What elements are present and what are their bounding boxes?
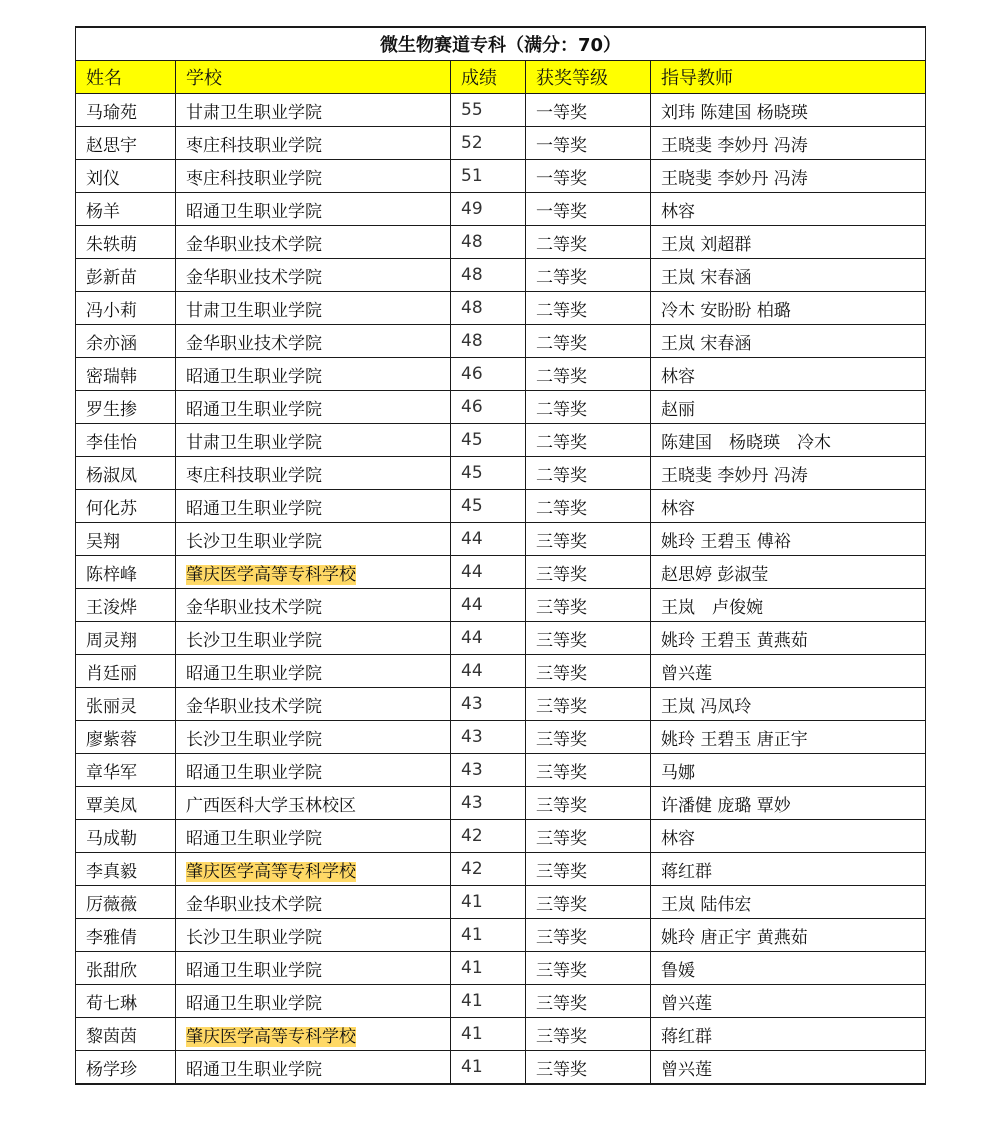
school-cell: 长沙卫生职业学院 (176, 919, 451, 952)
score-cell: 44 (451, 556, 526, 589)
score-cell: 44 (451, 655, 526, 688)
title-row (76, 27, 926, 61)
table-row (76, 721, 926, 754)
results-table (75, 26, 926, 1085)
school-cell: 甘肃卫生职业学院 (176, 94, 451, 127)
table-row (76, 688, 926, 721)
student-name-cell: 杨学珍 (76, 1051, 176, 1085)
award-cell: 三等奖 (526, 952, 651, 985)
header-score: 成绩 (451, 61, 526, 94)
award-cell: 三等奖 (526, 721, 651, 754)
school-cell: 昭通卫生职业学院 (176, 193, 451, 226)
score-cell: 43 (451, 787, 526, 820)
teachers-cell: 曾兴莲 (651, 655, 926, 688)
table-row (76, 259, 926, 292)
score-cell: 41 (451, 985, 526, 1018)
school-highlight: 肇庆医学高等专科学校 (186, 1026, 356, 1047)
teachers-cell: 林容 (651, 358, 926, 391)
score-cell: 42 (451, 820, 526, 853)
score-cell: 44 (451, 622, 526, 655)
student-name-cell: 肖廷丽 (76, 655, 176, 688)
table-row (76, 325, 926, 358)
table-row (76, 919, 926, 952)
table-row (76, 160, 926, 193)
score-cell: 45 (451, 424, 526, 457)
header-school: 学校 (176, 61, 451, 94)
student-name-cell: 廖紫蓉 (76, 721, 176, 754)
award-cell: 三等奖 (526, 754, 651, 787)
student-name-cell: 王浚烨 (76, 589, 176, 622)
teachers-cell: 王岚 冯凤玲 (651, 688, 926, 721)
table-row (76, 622, 926, 655)
table-row (76, 886, 926, 919)
student-name-cell: 李真毅 (76, 853, 176, 886)
teachers-cell: 姚玲 唐正宇 黄燕茹 (651, 919, 926, 952)
teachers-cell: 鲁媛 (651, 952, 926, 985)
teachers-cell: 王岚 宋春涵 (651, 325, 926, 358)
score-cell: 43 (451, 754, 526, 787)
score-cell: 43 (451, 721, 526, 754)
table-row (76, 589, 926, 622)
table-row (76, 655, 926, 688)
school-cell: 金华职业技术学院 (176, 325, 451, 358)
table-row (76, 556, 926, 589)
score-cell: 44 (451, 589, 526, 622)
teachers-cell: 王晓斐 李妙丹 冯涛 (651, 160, 926, 193)
award-cell: 二等奖 (526, 358, 651, 391)
score-cell: 46 (451, 358, 526, 391)
student-name-cell: 马成勒 (76, 820, 176, 853)
table-row (76, 523, 926, 556)
school-cell: 金华职业技术学院 (176, 688, 451, 721)
teachers-cell: 林容 (651, 193, 926, 226)
school-cell: 长沙卫生职业学院 (176, 721, 451, 754)
table-row (76, 358, 926, 391)
school-cell: 昭通卫生职业学院 (176, 655, 451, 688)
table-row (76, 1051, 926, 1085)
header-teachers: 指导教师 (651, 61, 926, 94)
student-name-cell: 覃美凤 (76, 787, 176, 820)
award-cell: 二等奖 (526, 457, 651, 490)
score-cell: 44 (451, 523, 526, 556)
table-row (76, 985, 926, 1018)
score-cell: 55 (451, 94, 526, 127)
award-cell: 二等奖 (526, 424, 651, 457)
score-cell: 48 (451, 226, 526, 259)
award-cell: 一等奖 (526, 160, 651, 193)
teachers-cell: 赵丽 (651, 391, 926, 424)
award-cell: 二等奖 (526, 391, 651, 424)
table-row (76, 754, 926, 787)
teachers-cell: 姚玲 王碧玉 黄燕茹 (651, 622, 926, 655)
header-name: 姓名 (76, 61, 176, 94)
teachers-cell: 赵思婷 彭淑莹 (651, 556, 926, 589)
score-cell: 41 (451, 886, 526, 919)
teachers-cell: 王岚 刘超群 (651, 226, 926, 259)
teachers-cell: 林容 (651, 820, 926, 853)
teachers-cell: 曾兴莲 (651, 1051, 926, 1085)
student-name-cell: 赵思宇 (76, 127, 176, 160)
table-row (76, 127, 926, 160)
teachers-cell: 冷木 安盼盼 柏璐 (651, 292, 926, 325)
school-cell: 昭通卫生职业学院 (176, 391, 451, 424)
award-cell: 三等奖 (526, 688, 651, 721)
award-cell: 二等奖 (526, 325, 651, 358)
award-cell: 三等奖 (526, 820, 651, 853)
school-cell (176, 556, 451, 589)
student-name-cell: 吴翔 (76, 523, 176, 556)
student-name-cell: 马瑜苑 (76, 94, 176, 127)
table-title: 微生物赛道专科（满分：70） (76, 27, 926, 61)
award-cell: 三等奖 (526, 985, 651, 1018)
teachers-cell: 姚玲 王碧玉 唐正宇 (651, 721, 926, 754)
score-cell: 49 (451, 193, 526, 226)
student-name-cell: 何化苏 (76, 490, 176, 523)
teachers-cell: 王晓斐 李妙丹 冯涛 (651, 127, 926, 160)
student-name-cell: 黎茵茵 (76, 1018, 176, 1051)
award-cell: 二等奖 (526, 226, 651, 259)
student-name-cell: 厉薇薇 (76, 886, 176, 919)
award-cell: 三等奖 (526, 655, 651, 688)
student-name-cell: 李佳怡 (76, 424, 176, 457)
school-cell: 昭通卫生职业学院 (176, 1051, 451, 1085)
teachers-cell: 蒋红群 (651, 1018, 926, 1051)
student-name-cell: 陈梓峰 (76, 556, 176, 589)
teachers-cell: 林容 (651, 490, 926, 523)
award-cell: 三等奖 (526, 919, 651, 952)
school-cell: 长沙卫生职业学院 (176, 622, 451, 655)
table-row (76, 787, 926, 820)
student-name-cell: 密瑞韩 (76, 358, 176, 391)
student-name-cell: 杨淑凤 (76, 457, 176, 490)
table-row (76, 952, 926, 985)
score-cell: 48 (451, 292, 526, 325)
school-cell: 昭通卫生职业学院 (176, 820, 451, 853)
school-cell: 昭通卫生职业学院 (176, 358, 451, 391)
table-row (76, 1018, 926, 1051)
teachers-cell: 王岚 宋春涵 (651, 259, 926, 292)
header-row (76, 61, 926, 94)
student-name-cell: 刘仪 (76, 160, 176, 193)
school-cell: 广西医科大学玉林校区 (176, 787, 451, 820)
teachers-cell: 曾兴莲 (651, 985, 926, 1018)
school-cell (176, 1018, 451, 1051)
award-cell: 二等奖 (526, 490, 651, 523)
student-name-cell: 彭新苗 (76, 259, 176, 292)
school-cell: 长沙卫生职业学院 (176, 523, 451, 556)
teachers-cell: 王岚 陆伟宏 (651, 886, 926, 919)
student-name-cell: 朱轶萌 (76, 226, 176, 259)
school-highlight: 肇庆医学高等专科学校 (186, 861, 356, 882)
score-cell: 43 (451, 688, 526, 721)
award-cell: 一等奖 (526, 94, 651, 127)
award-cell: 三等奖 (526, 853, 651, 886)
award-cell: 一等奖 (526, 193, 651, 226)
teachers-cell: 许潘健 庞璐 覃妙 (651, 787, 926, 820)
school-highlight: 肇庆医学高等专科学校 (186, 564, 356, 585)
score-cell: 52 (451, 127, 526, 160)
student-name-cell: 余亦涵 (76, 325, 176, 358)
score-cell: 45 (451, 490, 526, 523)
table-row (76, 226, 926, 259)
student-name-cell: 荀七琳 (76, 985, 176, 1018)
score-cell: 41 (451, 952, 526, 985)
school-cell: 昭通卫生职业学院 (176, 490, 451, 523)
table-row (76, 391, 926, 424)
school-cell: 枣庄科技职业学院 (176, 160, 451, 193)
student-name-cell: 周灵翔 (76, 622, 176, 655)
header-award: 获奖等级 (526, 61, 651, 94)
student-name-cell: 章华军 (76, 754, 176, 787)
school-cell: 甘肃卫生职业学院 (176, 292, 451, 325)
score-cell: 48 (451, 259, 526, 292)
student-name-cell: 张甜欣 (76, 952, 176, 985)
table-row (76, 193, 926, 226)
table-row (76, 94, 926, 127)
table-body (76, 94, 926, 1085)
award-cell: 三等奖 (526, 1018, 651, 1051)
teachers-cell: 刘玮 陈建国 杨晓瑛 (651, 94, 926, 127)
score-cell: 41 (451, 1018, 526, 1051)
table-row (76, 853, 926, 886)
score-cell: 45 (451, 457, 526, 490)
award-cell: 一等奖 (526, 127, 651, 160)
school-cell (176, 853, 451, 886)
score-cell: 41 (451, 1051, 526, 1085)
table-row (76, 820, 926, 853)
award-cell: 二等奖 (526, 259, 651, 292)
table-row (76, 457, 926, 490)
student-name-cell: 杨羊 (76, 193, 176, 226)
teachers-cell: 陈建国 杨晓瑛 冷木 (651, 424, 926, 457)
school-cell: 昭通卫生职业学院 (176, 985, 451, 1018)
score-cell: 51 (451, 160, 526, 193)
teachers-cell: 王晓斐 李妙丹 冯涛 (651, 457, 926, 490)
teachers-cell: 姚玲 王碧玉 傅裕 (651, 523, 926, 556)
teachers-cell: 马娜 (651, 754, 926, 787)
score-cell: 41 (451, 919, 526, 952)
school-cell: 金华职业技术学院 (176, 589, 451, 622)
teachers-cell: 蒋红群 (651, 853, 926, 886)
award-cell: 三等奖 (526, 1051, 651, 1085)
school-cell: 金华职业技术学院 (176, 886, 451, 919)
student-name-cell: 张丽灵 (76, 688, 176, 721)
student-name-cell: 李雅倩 (76, 919, 176, 952)
school-cell: 甘肃卫生职业学院 (176, 424, 451, 457)
teachers-cell: 王岚 卢俊婉 (651, 589, 926, 622)
school-cell: 金华职业技术学院 (176, 226, 451, 259)
student-name-cell: 冯小莉 (76, 292, 176, 325)
award-cell: 三等奖 (526, 523, 651, 556)
score-cell: 46 (451, 391, 526, 424)
score-cell: 48 (451, 325, 526, 358)
school-cell: 枣庄科技职业学院 (176, 457, 451, 490)
table-row (76, 424, 926, 457)
score-cell: 42 (451, 853, 526, 886)
school-cell: 枣庄科技职业学院 (176, 127, 451, 160)
award-cell: 三等奖 (526, 622, 651, 655)
award-cell: 三等奖 (526, 589, 651, 622)
student-name-cell: 罗生掺 (76, 391, 176, 424)
award-cell: 三等奖 (526, 886, 651, 919)
school-cell: 昭通卫生职业学院 (176, 754, 451, 787)
school-cell: 金华职业技术学院 (176, 259, 451, 292)
award-cell: 二等奖 (526, 292, 651, 325)
award-cell: 三等奖 (526, 556, 651, 589)
table-row (76, 490, 926, 523)
table-row (76, 292, 926, 325)
school-cell: 昭通卫生职业学院 (176, 952, 451, 985)
award-cell: 三等奖 (526, 787, 651, 820)
